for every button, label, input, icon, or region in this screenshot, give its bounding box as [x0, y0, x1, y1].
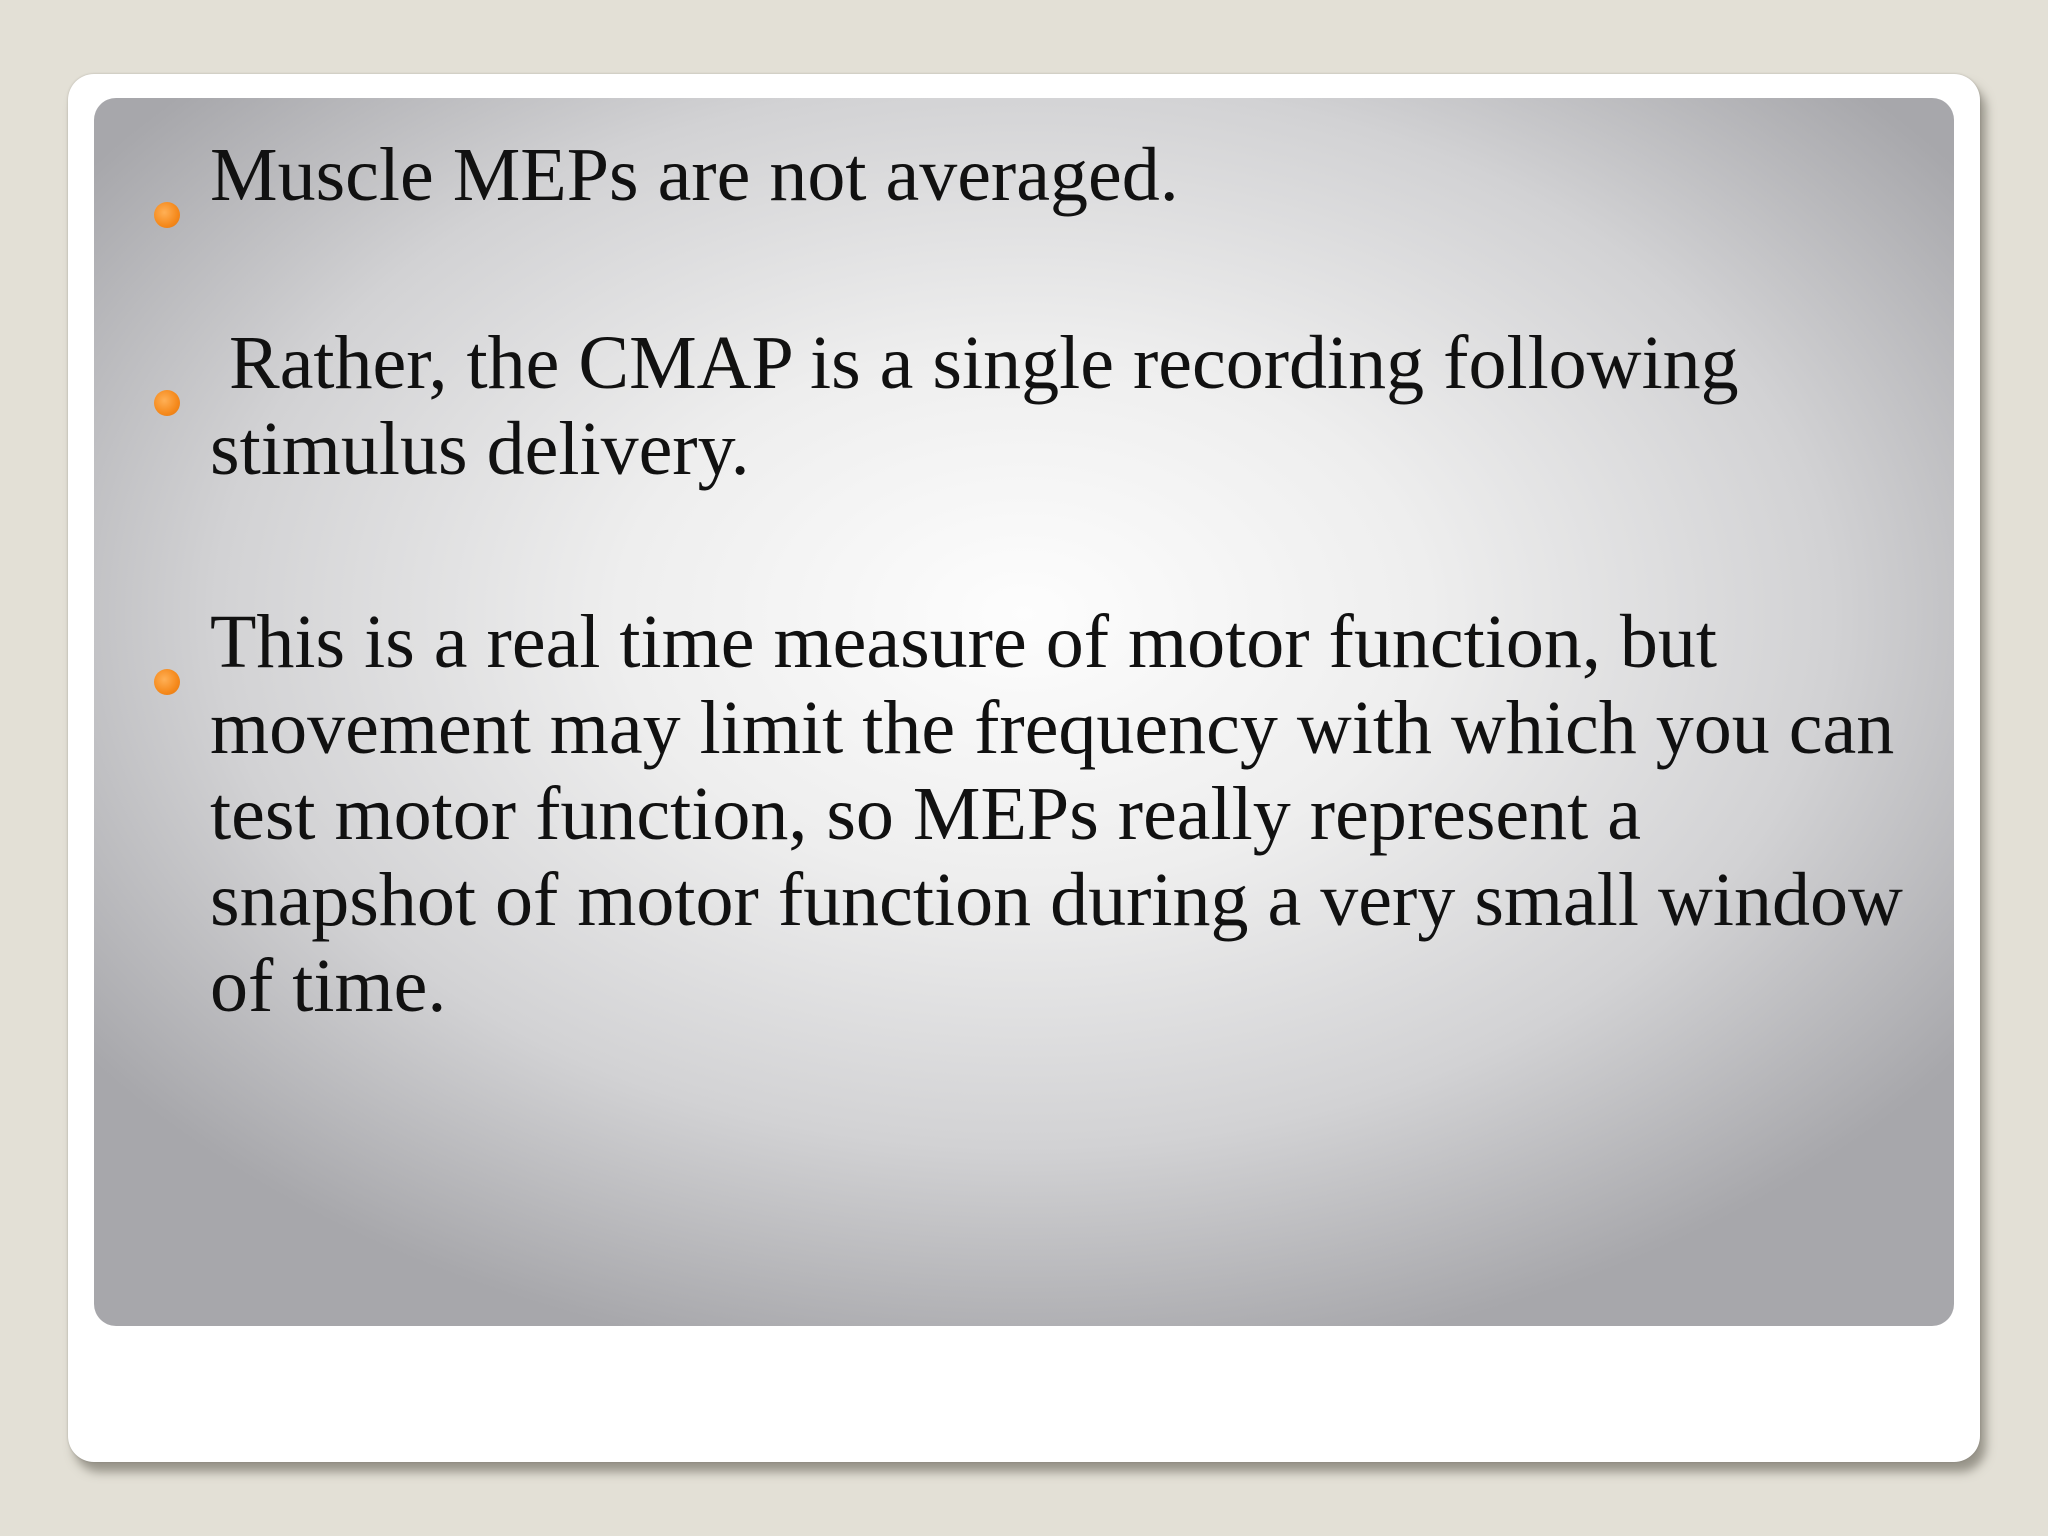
- orange-bullet-icon: [154, 202, 180, 228]
- bullet-text: This is a real time measure of motor function, but movement may limit the frequency with which you can test motor function, so MEPs really represent a snapshot of motor function during a very small window of time.: [210, 600, 1922, 1028]
- content-panel: [94, 98, 1954, 1326]
- bullet-text: Muscle MEPs are not averaged.: [210, 133, 1179, 217]
- bullet-text: Rather, the CMAP is a single recording following stimulus delivery.: [210, 321, 1758, 491]
- slide-card: [68, 74, 1980, 1462]
- orange-bullet-icon: [154, 390, 180, 416]
- orange-bullet-icon: [154, 669, 180, 695]
